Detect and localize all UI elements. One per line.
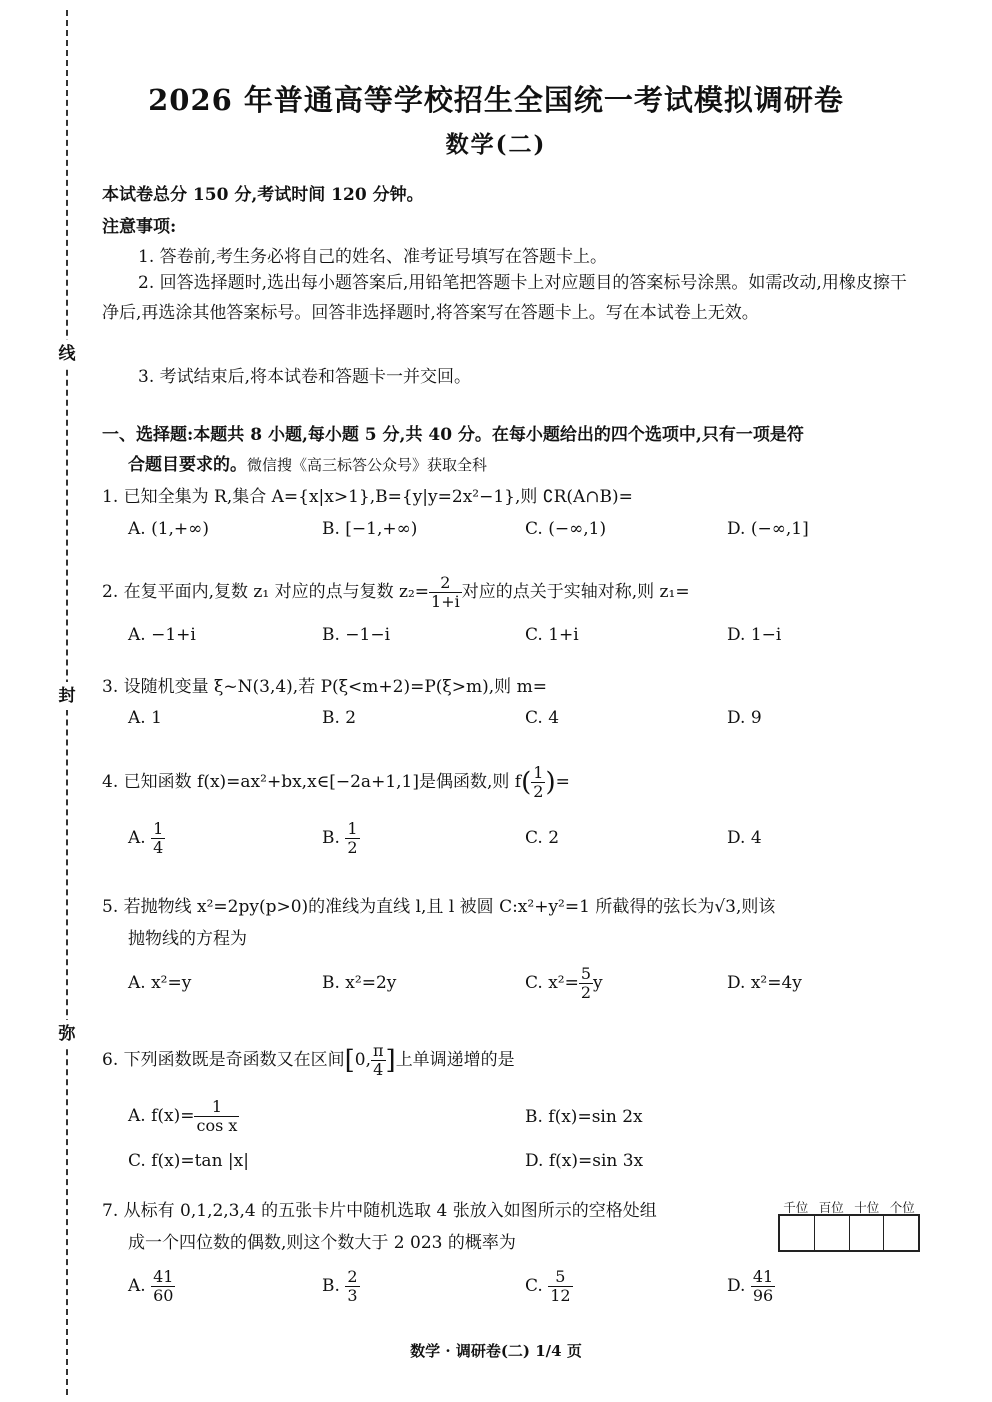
watermark-text: 微信搜《高三标答公众号》获取全科: [247, 456, 488, 474]
side-label-mi: 弥: [56, 1020, 78, 1048]
exam-title: 2026 年普通高等学校招生全国统一考试模拟调研卷: [148, 83, 844, 117]
q5-option-d: D. x²=4y: [727, 973, 802, 993]
q5-stem-line1: 5. 若抛物线 x²=2py(p>0)的准线为直线 l,且 l 被圆 C:x²+y²=1 所截得的弦长为√3,则该: [102, 897, 776, 917]
q5-option-a: A. x²=y: [128, 973, 192, 993]
q1-option-d: D. (−∞,1]: [727, 519, 809, 539]
q4-stem: 4. 已知函数 f(x)=ax²+bx,x∈[−2a+1,1]是偶函数,则 f( $\frac{1}{2}$ )=: [102, 763, 570, 801]
q3-option-b: B. 2: [322, 708, 357, 728]
notice-item-1: 1. 答卷前,考生务必将自己的姓名、准考证号填写在答题卡上。: [138, 247, 608, 267]
digit-grid: [778, 1214, 920, 1252]
grid-cell: [884, 1216, 918, 1250]
notice-item-3: 3. 考试结束后,将本试卷和答题卡一并交回。: [138, 367, 472, 387]
q4-option-c: C. 2: [525, 828, 560, 848]
grid-cell: [850, 1216, 885, 1250]
q3-stem: 3. 设随机变量 ξ~N(3,4),若 P(ξ<m+2)=P(ξ>m),则 m=: [102, 677, 547, 697]
grid-label-thousands: 千位: [783, 1200, 809, 1215]
q6-option-c: C. f(x)=tan |x|: [128, 1151, 249, 1171]
q7-option-b: B. $\frac{2}{3}$: [322, 1267, 358, 1305]
q1-option-c: C. (−∞,1): [525, 519, 607, 539]
notice-item-2: 2. 回答选择题时,选出每小题答案后,用铅笔把答题卡上对应题目的答案标号涂黑。如需改动,用橡皮擦干净后,再选涂其他答案标号。回答非选择题时,将答案写在答题卡上。写在本试卷上无效。: [102, 273, 907, 323]
q1-option-b: B. [−1,+∞): [322, 519, 418, 539]
q6-option-a: A. f(x)= $\frac{1}{\text{cos x}}$: [128, 1097, 238, 1135]
q1-option-a: A. (1,+∞): [128, 519, 209, 539]
notice-title: 注意事项:: [102, 217, 177, 237]
q4-option-a: A. $\frac{1}{4}$: [128, 819, 164, 857]
q2-option-c: C. 1+i: [525, 625, 579, 645]
grid-cell: [815, 1216, 850, 1250]
q5-option-c: C. x²= $\frac{5}{2}$ y: [525, 964, 603, 1002]
q7-stem-line1: 7. 从标有 0,1,2,3,4 的五张卡片中随机选取 4 张放入如图所示的空格处组: [102, 1201, 657, 1221]
q4-option-d: D. 4: [727, 828, 762, 848]
q7-stem-line2: 成一个四位数的偶数,则这个数大于 2 023 的概率为: [128, 1233, 516, 1253]
q5-option-b: B. x²=2y: [322, 973, 397, 993]
side-label-feng: 封: [56, 682, 78, 710]
q6-option-d: D. f(x)=sin 3x: [525, 1151, 644, 1171]
grid-cell: [780, 1216, 815, 1250]
q2-option-d: D. 1−i: [727, 625, 782, 645]
q7-option-d: D. $\frac{41}{96}$: [727, 1267, 774, 1305]
q6-stem: 6. 下列函数既是奇函数又在区间[0, $\frac{\pi}{4}$ ]上单调递增的是: [102, 1041, 515, 1079]
q2-option-a: A. −1+i: [128, 625, 196, 645]
page-footer: 数学 · 调研卷(二) 1/4 页: [410, 1342, 582, 1360]
q2-stem: 2. 在复平面内,复数 z₁ 对应的点与复数 z₂= $\frac{2}{1+i}$ 对应的点关于实轴对称,则 z₁=: [102, 573, 690, 611]
q4-option-b: B. $\frac{1}{2}$: [322, 819, 358, 857]
q3-option-a: A. 1: [128, 708, 162, 728]
q7-option-c: C. $\frac{5}{12}$: [525, 1267, 571, 1305]
q3-option-d: D. 9: [727, 708, 762, 728]
grid-label-ones: 个位: [889, 1200, 915, 1215]
exam-subtitle: 数学(二): [445, 131, 547, 158]
q3-option-c: C. 4: [525, 708, 560, 728]
grid-label-tens: 十位: [854, 1200, 880, 1215]
grid-label-hundreds: 百位: [818, 1200, 844, 1215]
section-heading: 一、选择题:本题共 8 小题,每小题 5 分,共 40 分。在每小题给出的四个选项中,只有一项是符: [102, 425, 804, 445]
q1-stem: 1. 已知全集为 R,集合 A={x|x>1},B={y|y=2x²−1},则 ∁R(A∩B)=: [102, 487, 633, 507]
q7-option-a: A. $\frac{41}{60}$: [128, 1267, 174, 1305]
section-heading-cont: 合题目要求的。: [128, 455, 247, 475]
q6-option-b: B. f(x)=sin 2x: [525, 1107, 643, 1127]
q5-stem-line2: 抛物线的方程为: [128, 929, 247, 949]
side-label-xian: 线: [56, 340, 78, 368]
q2-option-b: B. −1−i: [322, 625, 391, 645]
intro-text: 本试卷总分 150 分,考试时间 120 分钟。: [102, 185, 424, 205]
